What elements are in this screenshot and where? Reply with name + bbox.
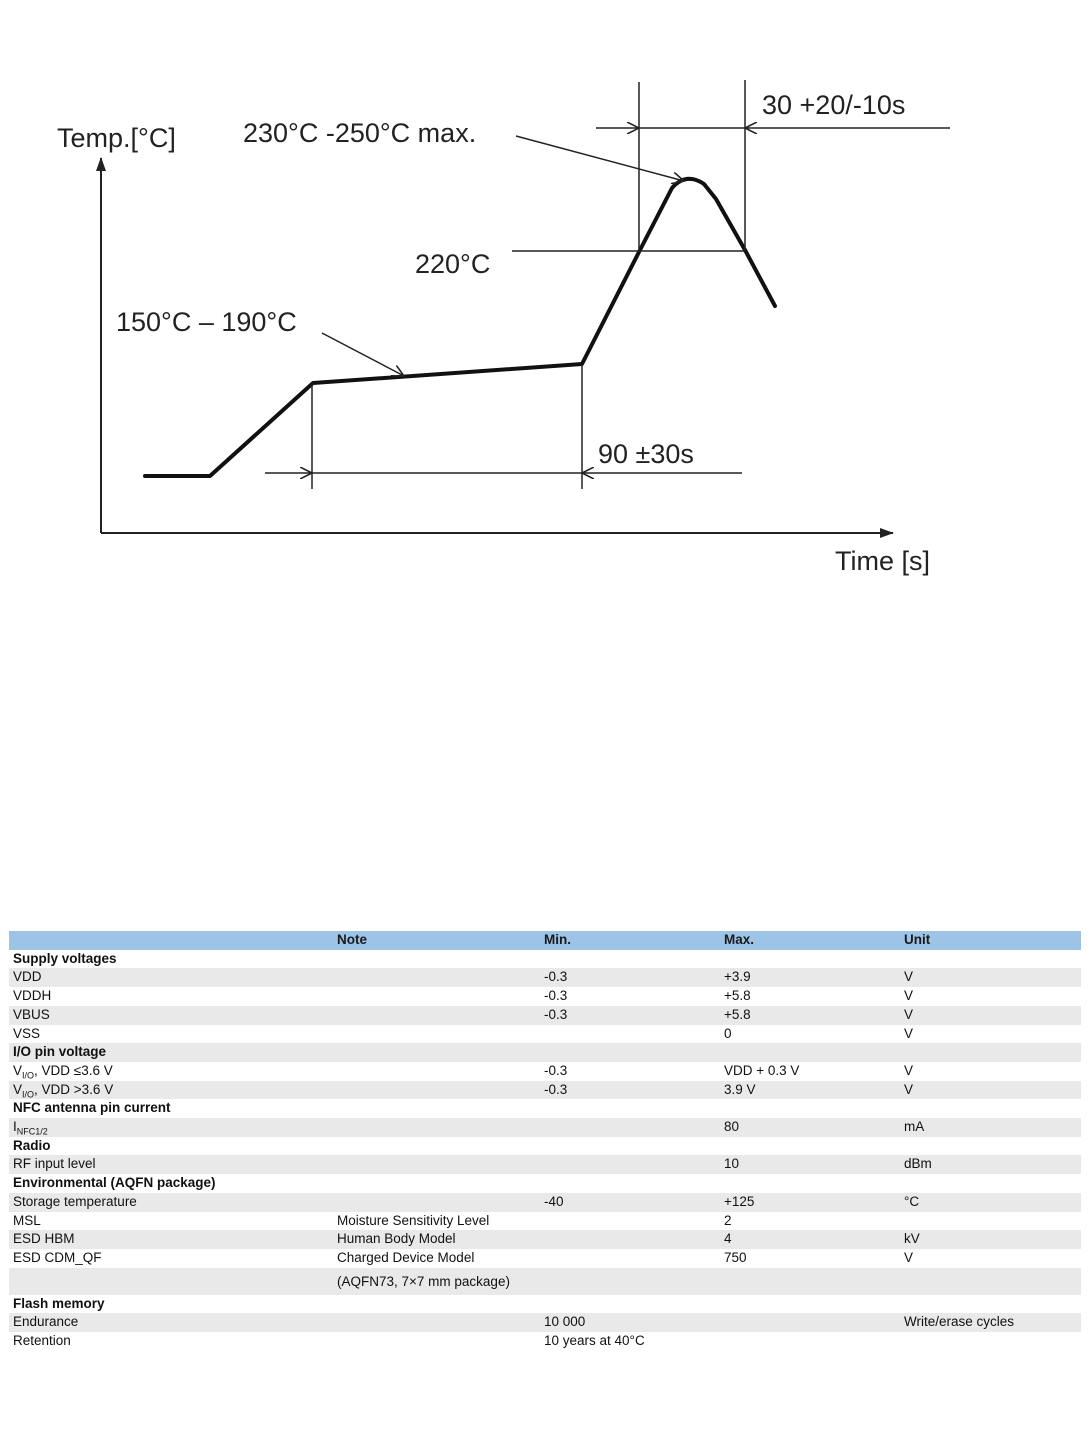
min-cell: -40 — [540, 1193, 720, 1212]
max-cell — [720, 1313, 900, 1332]
max-cell — [720, 1099, 900, 1118]
note-cell — [333, 1174, 540, 1193]
parameter-cell: Flash memory — [13, 1295, 105, 1311]
unit-cell: V — [900, 968, 1081, 987]
parameter-cell: VDD — [9, 968, 333, 987]
x-axis-label: Time [s] — [835, 546, 931, 576]
max-cell: +5.8 — [720, 1006, 900, 1025]
parameter-cell: VDDH — [13, 988, 52, 1004]
parameter-cell: Environmental (AQFN package) — [13, 1175, 216, 1191]
table-row — [9, 1081, 1081, 1100]
unit-cell: V — [904, 1249, 914, 1265]
header-unit: Unit — [900, 931, 1081, 950]
note-cell: Charged Device Model — [337, 1249, 475, 1265]
min-cell — [540, 1155, 720, 1174]
liquidus-temp-label: 220°C — [415, 249, 491, 279]
note-cell — [333, 1332, 540, 1351]
section-row — [9, 1174, 1081, 1193]
unit-cell: mA — [900, 1118, 1081, 1137]
parameter-cell: NFC antenna pin current — [13, 1100, 171, 1116]
table-row — [9, 1313, 1081, 1332]
unit-cell: V — [900, 1081, 1081, 1100]
table-row — [9, 1193, 1081, 1212]
min-cell: -0.3 — [544, 1062, 568, 1078]
table-row — [9, 1268, 1081, 1295]
unit-cell: kV — [900, 1230, 1081, 1249]
unit-cell: V — [904, 1062, 914, 1078]
max-cell — [720, 1332, 900, 1351]
parameter-cell: Endurance — [9, 1313, 333, 1332]
note-cell — [333, 1155, 540, 1174]
soak-temp-label: 150°C – 190°C — [116, 307, 297, 337]
max-cell — [720, 1137, 900, 1156]
note-cell — [333, 1081, 540, 1100]
unit-cell: V — [900, 1006, 1081, 1025]
unit-cell — [900, 1295, 1081, 1314]
min-cell — [540, 1268, 720, 1295]
parameter-cell: Retention — [13, 1333, 71, 1349]
unit-cell: dBm — [900, 1155, 1081, 1174]
note-cell: (AQFN73, 7×7 mm package) — [333, 1268, 540, 1295]
unit-cell — [900, 1212, 1081, 1231]
table-body — [9, 950, 1081, 1351]
parameter-cell: Storage temperature — [9, 1193, 333, 1212]
max-cell — [720, 950, 900, 969]
parameter-cell: RF input level — [9, 1155, 333, 1174]
min-cell — [540, 1174, 720, 1193]
reflow-profile-diagram — [0, 0, 1092, 620]
max-cell: 80 — [720, 1118, 900, 1137]
parameter-cell: VBUS — [9, 1006, 333, 1025]
reflow-time-label: 30 +20/-10s — [762, 90, 906, 120]
min-cell: 10 000 — [540, 1313, 720, 1332]
table-row — [9, 1006, 1081, 1025]
section-row — [9, 1043, 1081, 1062]
parameter-cell: ESD CDM_QF — [13, 1249, 102, 1265]
note-cell — [333, 987, 540, 1006]
note-cell — [333, 1313, 540, 1332]
unit-cell — [900, 1174, 1081, 1193]
min-cell — [540, 1137, 720, 1156]
min-cell — [540, 950, 720, 969]
min-cell: -0.3 — [540, 968, 720, 987]
header-note: Note — [333, 931, 540, 950]
table-row — [9, 968, 1081, 987]
note-cell — [333, 1137, 540, 1156]
min-cell — [540, 1043, 720, 1062]
section-row — [9, 1099, 1081, 1118]
table-row — [9, 1230, 1081, 1249]
header-max: Max. — [720, 931, 900, 950]
unit-cell: V — [904, 1025, 914, 1041]
note-cell — [333, 1062, 540, 1081]
max-cell: 4 — [720, 1230, 900, 1249]
unit-cell — [900, 1137, 1081, 1156]
unit-cell — [900, 1099, 1081, 1118]
max-cell — [720, 1268, 900, 1295]
absolute-max-ratings-table-wrap — [9, 931, 1081, 1351]
table-row — [9, 1212, 1081, 1231]
min-cell: -0.3 — [540, 1006, 720, 1025]
unit-cell: °C — [900, 1193, 1081, 1212]
min-cell — [540, 1025, 720, 1044]
peak-temp-label: 230°C -250°C max. — [243, 118, 477, 148]
note-cell — [333, 1193, 540, 1212]
note-cell — [333, 1006, 540, 1025]
table-row — [9, 1025, 1081, 1044]
note-cell: Human Body Model — [333, 1230, 540, 1249]
min-cell — [540, 1230, 720, 1249]
parameter-cell: $V_{I/O}$, VDD >3.6 V — [9, 1081, 333, 1100]
note-cell — [333, 950, 540, 969]
note-cell — [333, 1295, 540, 1314]
min-cell — [540, 1118, 720, 1137]
parameter-cell: ESD HBM — [9, 1230, 333, 1249]
max-cell: 3.9 V — [720, 1081, 900, 1100]
min-cell — [540, 1099, 720, 1118]
section-row — [9, 950, 1081, 969]
table-row — [9, 1249, 1081, 1268]
soak-time-label: 90 ±30s — [598, 439, 694, 469]
absolute-max-ratings-table — [9, 931, 1081, 1351]
note-cell — [333, 1099, 540, 1118]
parameter-cell: $V_{I/O}$, VDD ≤3.6 V — [13, 1062, 113, 1081]
unit-cell: V — [904, 988, 914, 1004]
parameter-cell: I/O pin voltage — [9, 1043, 333, 1062]
table-row — [9, 987, 1081, 1006]
max-cell: +5.8 — [724, 988, 751, 1004]
unit-cell — [900, 1332, 1081, 1351]
max-cell: 10 — [720, 1155, 900, 1174]
min-cell — [540, 1249, 720, 1268]
min-cell: -0.3 — [544, 988, 568, 1004]
section-row — [9, 1137, 1081, 1156]
max-cell: 0 — [724, 1025, 732, 1041]
note-cell — [333, 968, 540, 987]
section-row — [9, 1295, 1081, 1314]
header-parameter — [9, 931, 333, 950]
unit-cell — [900, 1268, 1081, 1295]
table-header-row — [9, 931, 1081, 950]
peak-leader-arrow — [516, 136, 684, 181]
max-cell: +3.9 — [720, 968, 900, 987]
note-cell: Moisture Sensitivity Level — [337, 1212, 490, 1228]
parameter-cell: Radio — [13, 1137, 51, 1153]
min-cell — [540, 1212, 720, 1231]
max-cell: 2 — [724, 1212, 732, 1228]
min-cell: 10 years at 40°C — [544, 1333, 645, 1349]
unit-cell — [900, 950, 1081, 969]
parameter-cell — [9, 1268, 333, 1295]
y-axis-label: Temp.[°C] — [57, 123, 176, 153]
unit-cell: Write/erase cycles — [900, 1313, 1081, 1332]
parameter-cell: MSL — [13, 1212, 41, 1228]
parameter-cell: $I_{NFC1/2}$ — [9, 1118, 333, 1137]
max-cell — [720, 1174, 900, 1193]
note-cell — [333, 1118, 540, 1137]
note-cell — [333, 1043, 540, 1062]
max-cell: 750 — [724, 1249, 747, 1265]
header-min: Min. — [540, 931, 720, 950]
table-row — [9, 1332, 1081, 1351]
max-cell: VDD + 0.3 V — [724, 1062, 800, 1078]
max-cell: +125 — [720, 1193, 900, 1212]
table-row — [9, 1062, 1081, 1081]
max-cell — [720, 1295, 900, 1314]
unit-cell — [900, 1043, 1081, 1062]
soak-leader-arrow — [322, 333, 404, 376]
min-cell — [540, 1295, 720, 1314]
parameter-cell: VSS — [13, 1025, 41, 1041]
table-row — [9, 1118, 1081, 1137]
max-cell — [720, 1043, 900, 1062]
note-cell — [333, 1025, 540, 1044]
table-row — [9, 1155, 1081, 1174]
min-cell: -0.3 — [540, 1081, 720, 1100]
parameter-cell: Supply voltages — [13, 950, 117, 966]
